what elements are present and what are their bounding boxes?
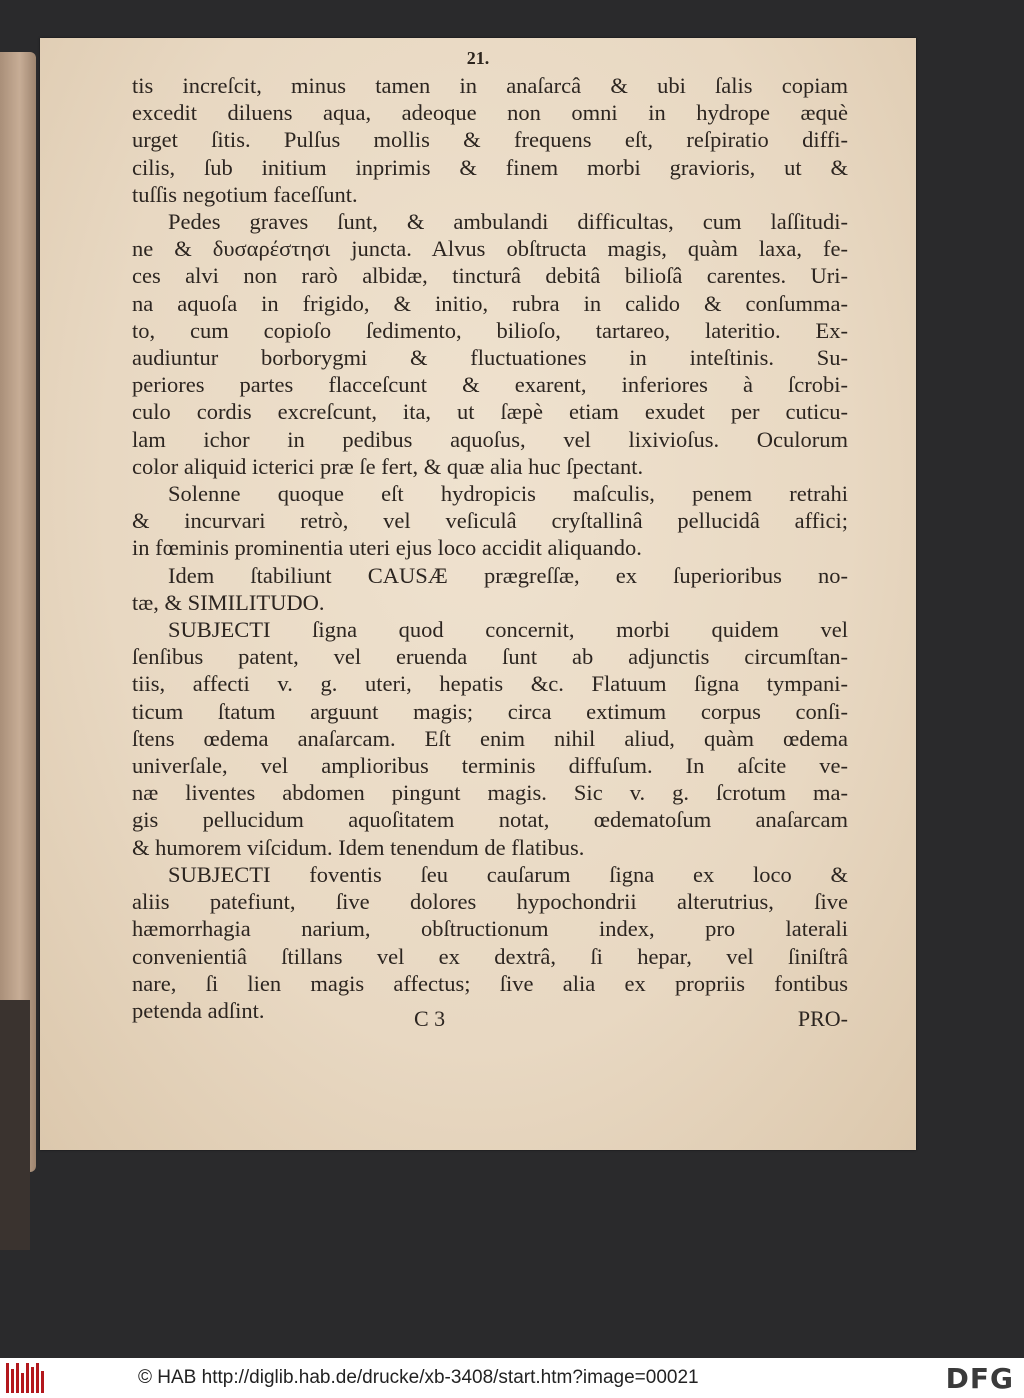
text-line: color aliquid icterici præ ſe fert, & quæ alia huc ſpectant. <box>132 453 644 479</box>
text-line: ſenſibus patent, vel eruenda ſunt ab adjunctis circumſtan- <box>132 644 848 670</box>
text-line: univerſale, vel amplioribus terminis diffuſum. In aſcite ve- <box>132 753 848 779</box>
book-page <box>40 38 916 1150</box>
text-line: tæ, & SIMILITUDO. <box>132 589 325 615</box>
text-line: cilis, ſub initium inprimis & finem morbi gravioris, ut & <box>132 154 848 180</box>
text-line: culo cordis excreſcunt, ita, ut ſæpè etiam exudet per cuticu- <box>132 399 848 425</box>
text-line: hæmorrhagia narium, obſtructionum index, pro laterali <box>132 916 848 942</box>
text-line: & incurvari retrò, vel veſiculâ cryſtallinâ pellucidâ affici; <box>132 508 848 534</box>
text-line: & humorem viſcidum. Idem tenendum de flatibus. <box>132 834 585 860</box>
viewer-footer <box>0 1358 1024 1398</box>
text-line: in fœminis prominentia uteri ejus loco accidit aliquando. <box>132 535 642 561</box>
text-line: ſtens œdema anaſarcam. Eſt enim nihil aliud, quàm œdema <box>132 725 848 751</box>
text-line: SUBJECTI ſigna quod concernit, morbi quidem vel <box>168 617 848 643</box>
text-line: Solenne quoque eſt hydropicis maſculis, penem retrahi <box>168 481 848 507</box>
catchword: PRO- <box>797 1006 848 1031</box>
text-line: Idem ſtabiliunt CAUSÆ prægreſſæ, ex ſuperioribus no- <box>168 562 848 588</box>
text-line: audiuntur borborygmi & fluctuationes in inteſtinis. Su- <box>132 345 848 371</box>
text-line: næ liventes abdomen pingunt magis. Sic v. g. ſcrotum ma- <box>132 780 848 806</box>
text-line: ces alvi non rarò albidæ, tincturâ debitâ bilioſâ carentes. Uri- <box>132 263 848 289</box>
signature-mark: C 3 <box>414 1006 446 1031</box>
text-line: aliis patefiunt, ſive dolores hypochondrii alterutrius, ſive <box>132 889 848 915</box>
text-line: tis increſcit, minus tamen in anaſarcâ & ubi ſalis copiam <box>132 73 848 98</box>
text-line: tiis, affecti v. g. uteri, hepatis &c. Flatuum ſigna tympani- <box>132 671 848 697</box>
text-line: na aquoſa in frigido, & initio, rubra in calido & conſumma- <box>132 290 848 316</box>
book-cover-edge <box>0 1000 30 1250</box>
text-line: periores partes flacceſcunt & exarent, inferiores à ſcrobi- <box>132 372 848 398</box>
text-line: to, cum copioſo ſedimento, bilioſo, tartareo, lateritio. Ex- <box>132 317 848 343</box>
hab-barcode-icon <box>6 1363 46 1393</box>
dfg-logo: DFG <box>945 1362 1014 1395</box>
text-line: nare, ſi lien magis affectus; ſive alia ex propriis fontibus <box>132 970 848 996</box>
copyright-link[interactable]: © HAB http://diglib.hab.de/drucke/xb-3408/start.htm?image=00021 <box>138 1367 699 1388</box>
text-line: ne & δυσαρέστησι juncta. Alvus obſtructa magis, quàm laxa, fe- <box>132 236 848 262</box>
text-line: petenda adſint. <box>132 997 265 1023</box>
text-line: tuſſis negotium faceſſunt. <box>132 181 358 207</box>
text-line: convenientiâ ſtillans vel ex dextrâ, ſi hepar, vel ſiniſtrâ <box>132 943 848 969</box>
text-line: SUBJECTI foventis ſeu cauſarum ſigna ex loco & <box>168 861 848 887</box>
page-footer <box>132 1006 848 1036</box>
page-text <box>132 72 848 1024</box>
text-line: lam ichor in pedibus aquoſus, vel lixivioſus. Oculorum <box>132 426 848 452</box>
text-line: excedit diluens aqua, adeoque non omni in hydrope æquè <box>132 100 848 126</box>
text-line: ticum ſtatum arguunt magis; circa extimum corpus conſi- <box>132 698 848 724</box>
text-line: gis pellucidum aquoſitatem notat, œdematoſum anaſarcam <box>132 807 848 833</box>
page-number: 21. <box>466 48 490 68</box>
text-line: Pedes graves ſunt, & ambulandi difficultas, cum laſſitudi- <box>168 209 848 235</box>
text-line: urget ſitis. Pulſus mollis & frequens eſt, reſpiratio diffi- <box>132 127 848 153</box>
